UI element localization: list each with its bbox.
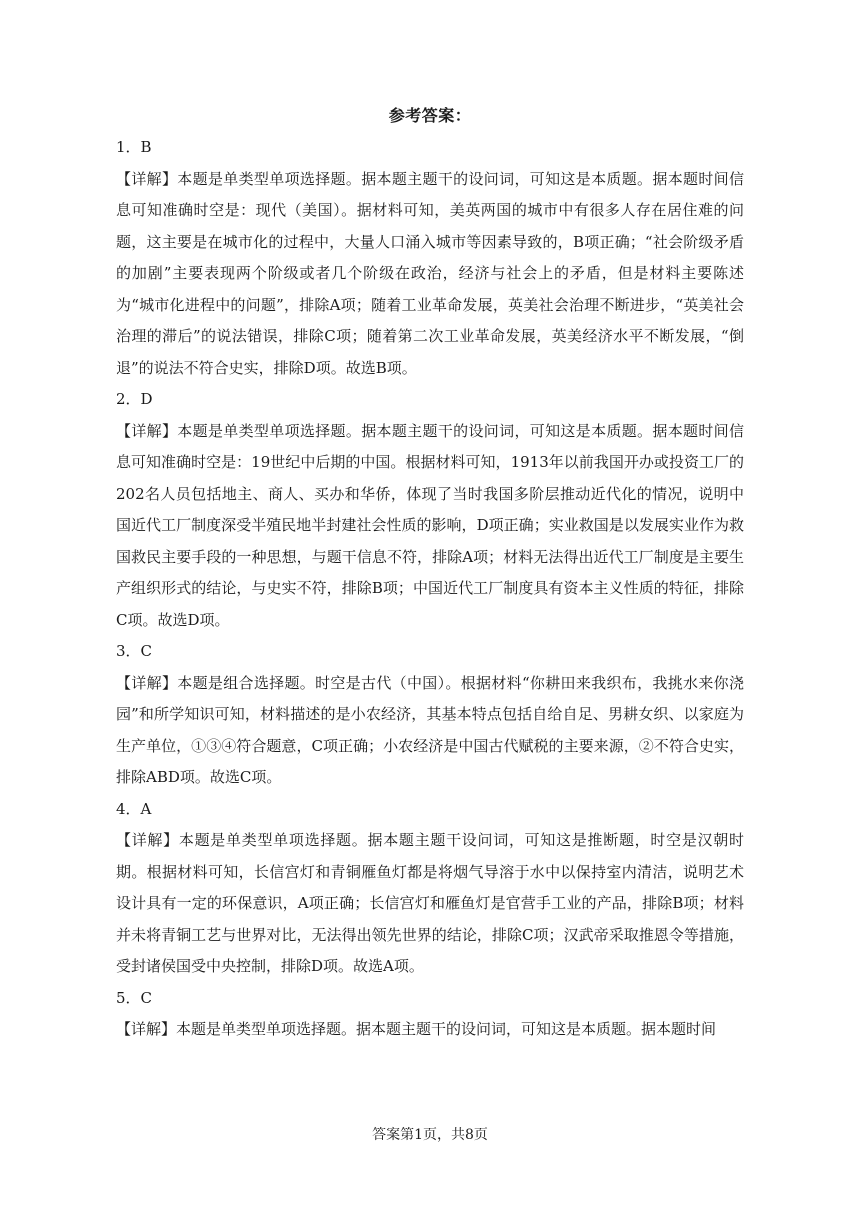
answer-number: 4．A — [116, 799, 152, 818]
answer-explanation: 【详解】本题是单类型单项选择题。据本题主题干的设问词，可知这是本质题。据本题时间信息可知准确时空是：现代（美国）。据材料可知，美英两国的城市中有很多人存在居住难的问题，这主要是在城市化的过程中，大量人口涌入城市等因素导致的，B项正确；“社会阶级矛盾的加剧”主要表现两个阶级或者几个阶级在政治，经济与社会上的矛盾，但是材料主要陈述为“城市化进程中的问题”，排除A项；随着工业革命发展，英美社会治理不断进步，“英美社会治理的滞后”的说法错误，排除C项；随着第二次工业革命发展，英美经济水平不断发展，“倒退”的说法不符合史实，排除D项。故选B项。 — [116, 169, 744, 377]
page-title: 参考答案： — [388, 106, 472, 125]
answer-number: 5．C — [116, 988, 153, 1007]
answer-explanation: 【详解】本题是单类型单项选择题。据本题主题干设问词，可知这是推断题，时空是汉朝时期。根据材料可知，长信宫灯和青铜雁鱼灯都是将烟气导溶于水中以保持室内清洁，说明艺术设计具有一定的环保意识，A项正确；长信宫灯和雁鱼灯是官营手工业的产品，排除B项；材料并未将青铜工艺与世界对比，无法得出领先世界的结论，排除C项；汉武帝采取推恩令等措施，受封诸侯国受中央控制，排除D项。故选A项。 — [116, 831, 744, 975]
answer-item — [116, 636, 744, 794]
answer-item — [116, 794, 744, 983]
answer-item — [116, 384, 744, 636]
page-footer: 答案第1页，共8页 — [372, 1127, 488, 1143]
answer-list — [116, 132, 744, 1046]
answer-number: 1．B — [116, 138, 152, 156]
answer-number: 2．D — [116, 390, 153, 408]
answer-item — [116, 132, 744, 384]
answer-number: 3．C — [116, 642, 153, 660]
answer-explanation: 【详解】本题是组合选择题。时空是古代（中国）。根据材料“你耕田来我织布，我挑水来你浇园”和所学知识可知，材料描述的是小农经济，其基本特点包括自给自足、男耕女织、以家庭为生产单位，①③④符合题意，C项正确；小农经济是中国古代赋税的主要来源，②不符合史实，排除ABD项。故选C项。 — [116, 673, 744, 786]
answer-explanation: 【详解】本题是单类型单项选择题。据本题主题干的设问词，可知这是本质题。据本题时间 — [116, 1020, 717, 1038]
answer-explanation: 【详解】本题是单类型单项选择题。据本题主题干的设问词，可知这是本质题。据本题时间信息可知准确时空是：19世纪中后期的中国。根据材料可知，1913年以前我国开办或投资工厂的202名人员包括地主、商人、买办和华侨，体现了当时我国多阶层推动近代化的情况，说明中国近代工厂制度深受半殖民地半封建社会性质的影响，D项正确；实业救国是以发展实业作为救国救民主要手段的一种思想，与题干信息不符，排除A项；材料无法得出近代工厂制度是主要生产组织形式的结论，与史实不符，排除B项；中国近代工厂制度具有资本主义性质的特征，排除C项。故选D项。 — [116, 421, 744, 629]
answer-item — [116, 983, 744, 1046]
